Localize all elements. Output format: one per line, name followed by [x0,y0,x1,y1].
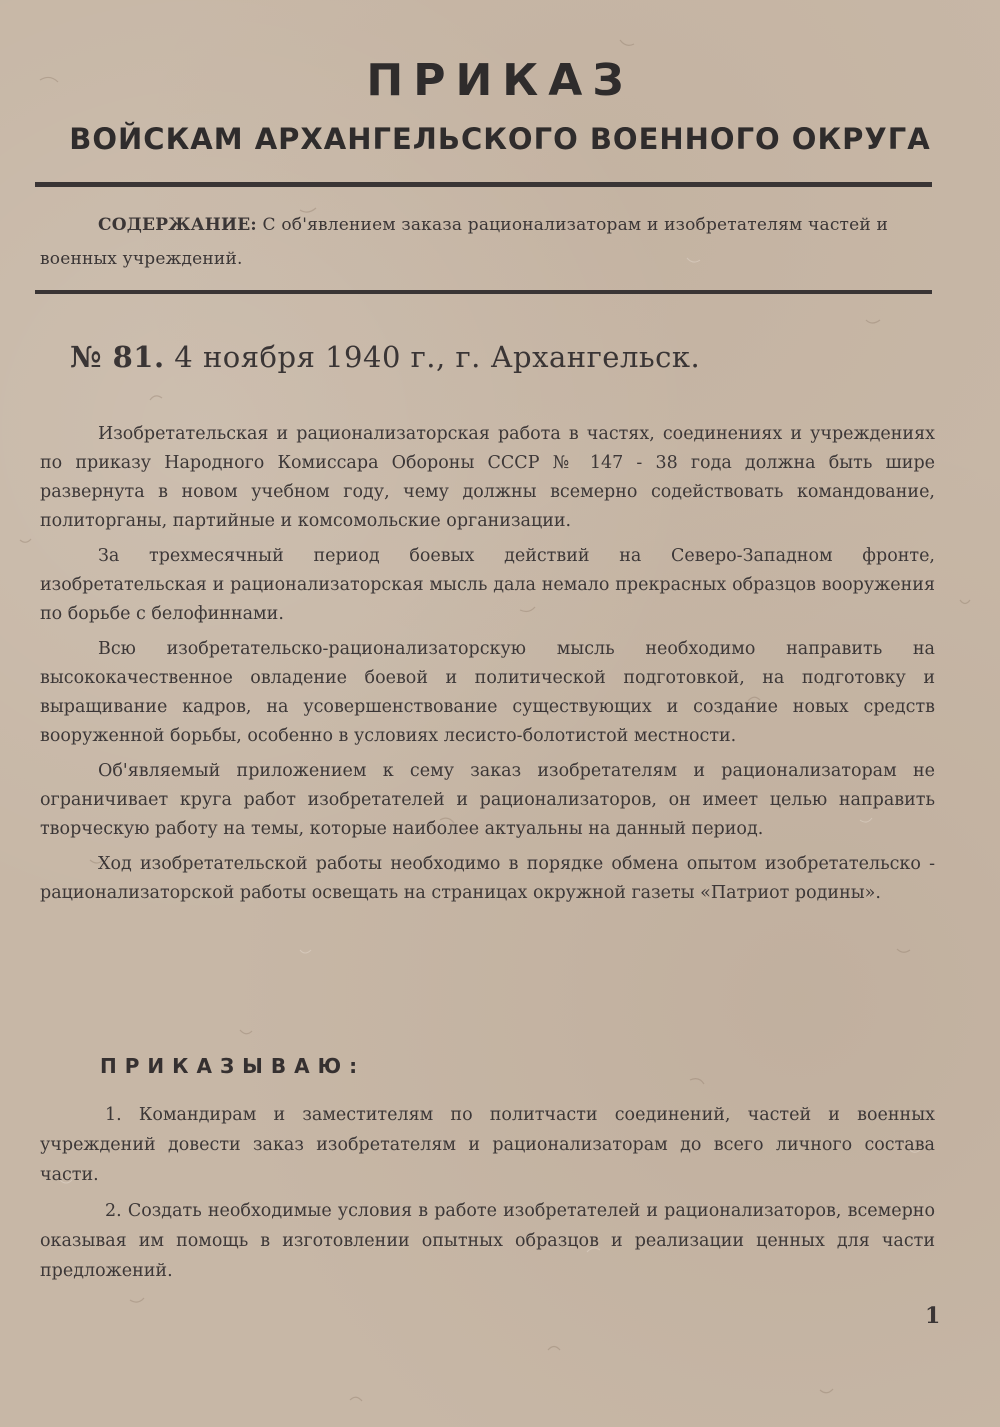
directive-items [40,1100,935,1292]
body-paragraph: Ход изобретательской работы необходимо в порядке обмена опытом изобретательско - рационализаторской работы освещать на страницах окружной газеты «Патриот родины». [40,854,935,903]
order-body [40,420,935,914]
body-paragraph: Об'являемый приложением к сему заказ изобретателям и рационализаторам не ограничивает круга работ изобретателей и рационализаторов, он имеет целью направить творческую работу на темы, которые наиболее актуальны на данный период. [40,761,935,839]
contents-summary [40,208,935,276]
body-paragraph: Всю изобретательско-рационализаторскую мысль необходимо направить на высококачественное овладение боевой и политической подготовкой, на подготовку и выращивание кадров, на усовершенствование существующих и создание новых средств вооруженной борьбы, особенно в условиях лесисто-болотистой местности. [40,639,935,746]
contents-text: С об'явлением заказа рационализаторам и изобретателям частей и военных учреждений. [40,215,889,269]
directive-heading: ПРИКАЗЫВАЮ: [100,1054,366,1078]
order-header [70,340,950,374]
document-title: ПРИКАЗ [366,55,634,106]
body-paragraph: За трехмесячный период боевых действий на Северо-Западном фронте, изобретательская и рационализаторская мысль дала немало прекрасных образцов вооружения по борьбе с белофиннами. [40,546,935,624]
page-number: 1 [925,1303,941,1329]
directive-item: 2. Создать необходимые условия в работе изобретателей и рационализаторов, всемерно оказывая им помощь в изготовлении опытных образцов и реализации ценных для части предложений. [40,1201,935,1281]
order-number: № 81. [70,340,165,374]
header-divider [35,182,932,187]
order-date-place: 4 ноября 1940 г., г. Архангельск. [174,340,701,374]
directive-item: 1. Командирам и заместителям по политчасти соединений, частей и военных учреждений довести заказ изобретателям и рационализаторам до всего личного состава части. [40,1105,935,1185]
body-paragraph: Изобретательская и рационализаторская работа в частях, соединениях и учреждениях по приказу Народного Комиссара Обороны СССР № 147 - 38 года должна быть шире развернута в новом учебном году, чему должны всемерно содействовать командование, политорганы, партийные и комсомольские организации. [40,424,935,531]
contents-label: СОДЕРЖАНИЕ: [98,215,257,235]
document-subtitle: ВОЙСКАМ АРХАНГЕЛЬСКОГО ВОЕННОГО ОКРУГА [69,122,931,156]
contents-divider [35,290,932,294]
